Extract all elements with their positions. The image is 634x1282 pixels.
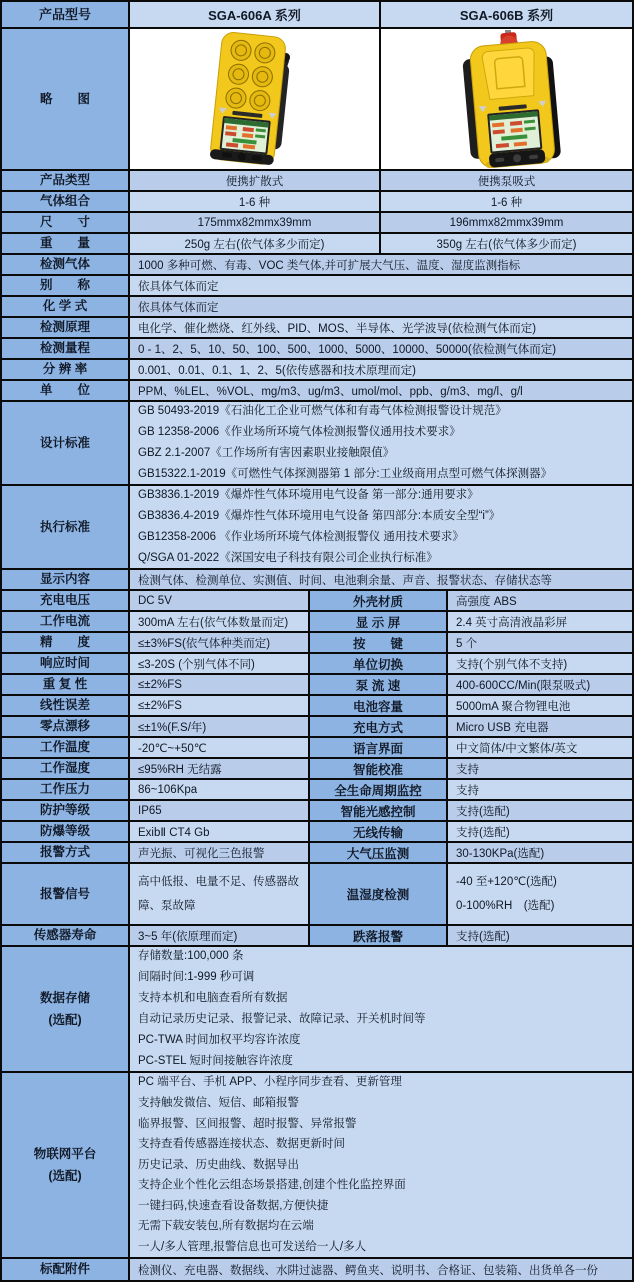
- spec-value: [448, 864, 632, 924]
- temp-humidity-range-line: -40 至+120℃(选配): [456, 876, 557, 888]
- row-standard-accessories: [2, 1259, 632, 1280]
- device-b-illustration: [412, 30, 602, 168]
- feature-line: 支持企业个性化云组态场景搭建,创建个性化监控界面: [138, 1179, 406, 1192]
- spec-label: 精 度: [2, 633, 130, 652]
- row-repeatability: [2, 675, 632, 696]
- iot-feature-list: [130, 1073, 632, 1257]
- spec-value: 检测气体、检测单位、实测值、时间、电池剩余量、声音、报警状态、存储状态等: [130, 570, 632, 589]
- spec-label: [2, 1073, 130, 1257]
- spec-label: 防爆等级: [2, 822, 130, 841]
- row-explosion-proof-rating: [2, 822, 632, 843]
- row-alarm-mode: [2, 843, 632, 864]
- standard-line: Q/SGA 01-2022《深国安电子科技有限公司企业执行标准》: [138, 552, 438, 564]
- spec-value: ExibⅡ CT4 Gb: [130, 822, 310, 841]
- spec-label: 无线传输: [310, 822, 448, 841]
- execution-standards-list: [130, 486, 632, 568]
- row-working-current: [2, 612, 632, 633]
- spec-label: 防护等级: [2, 801, 130, 820]
- standard-line: GB 12358-2006《作业场所环境气体检测报警仪通用技术要求》: [138, 426, 461, 438]
- row-sketch: [2, 29, 632, 171]
- feature-line: 一键扫码,快速查看设备数据,方便快捷: [138, 1199, 329, 1212]
- spec-label: 尺 寸: [2, 213, 130, 232]
- spec-label: 单位切换: [310, 654, 448, 673]
- feature-line: 间隔时间:1-999 秒可调: [138, 971, 255, 983]
- spec-value: 300mA 左右(依气体数量而定): [130, 612, 310, 631]
- spec-label: 工作电流: [2, 612, 130, 631]
- row-weight: [2, 234, 632, 255]
- spec-value: 依具体气体而定: [130, 276, 632, 295]
- design-standards-list: [130, 402, 632, 484]
- row-iot-platform: [2, 1073, 632, 1259]
- alarm-signal-text: 高中低报、电量不足、传感器故障、泵故障: [138, 876, 299, 912]
- spec-label: 化 学 式: [2, 297, 130, 316]
- spec-label: 执行标准: [2, 486, 130, 568]
- spec-label: 检测原理: [2, 318, 130, 337]
- device-a-illustration: [142, 31, 367, 167]
- feature-line: 一人/多人管理,报警信息也可发送给一人/多人: [138, 1241, 367, 1254]
- spec-value: ≤±3%FS(依气体种类而定): [130, 633, 310, 652]
- spec-label: 充电方式: [310, 717, 448, 736]
- row-dimensions: [2, 213, 632, 234]
- spec-label: 线性误差: [2, 696, 130, 715]
- row-data-storage: [2, 947, 632, 1073]
- spec-value: 5000mA 聚合物锂电池: [448, 696, 632, 715]
- standard-line: GB3836.4-2019《爆炸性气体环境用电气设备 第四部分:本质安全型“i”》: [138, 510, 501, 522]
- row-gas-combination: [2, 192, 632, 213]
- spec-label: 重 复 性: [2, 675, 130, 694]
- spec-label: 智能光感控制: [310, 801, 448, 820]
- row-working-temperature: [2, 738, 632, 759]
- spec-value: 支持(选配): [448, 822, 632, 841]
- spec-value: 400-600CC/Min(限泵吸式): [448, 675, 632, 694]
- spec-value-b: 1-6 种: [381, 192, 632, 211]
- spec-label: 检测气体: [2, 255, 130, 274]
- spec-label: 响应时间: [2, 654, 130, 673]
- iot-label-line: (选配): [48, 1169, 82, 1183]
- spec-value-a: 250g 左右(依气体多少而定): [130, 234, 381, 253]
- spec-value-b: 196mmx82mmx39mm: [381, 213, 632, 232]
- spec-value: DC 5V: [130, 591, 310, 610]
- header-series-a: SGA-606A 系列: [130, 2, 381, 27]
- feature-line: 支持查看传感器连接状态、数据更新时间: [138, 1138, 345, 1151]
- spec-label: 检测量程: [2, 339, 130, 358]
- spec-label: 电池容量: [310, 696, 448, 715]
- row-alarm-signal: [2, 864, 632, 926]
- iot-label-line: 物联网平台: [33, 1147, 97, 1161]
- row-working-pressure: [2, 780, 632, 801]
- spec-value: 电化学、催化燃烧、红外线、PID、MOS、半导体、光学波导(依检测气体而定): [130, 318, 632, 337]
- spec-label: 工作湿度: [2, 759, 130, 778]
- row-response-time: [2, 654, 632, 675]
- spec-label: 显示内容: [2, 570, 130, 589]
- feature-line: PC 端平台、手机 APP、小程序同步查看、更新管理: [138, 1076, 402, 1089]
- feature-line: 历史记录、历史曲线、数据导出: [138, 1158, 299, 1171]
- spec-value: ≤95%RH 无结露: [130, 759, 310, 778]
- spec-value: ≤3-20S (个别气体不同): [130, 654, 310, 673]
- spec-value: 3~5 年(依原理而定): [130, 926, 310, 945]
- spec-value: 支持(选配): [448, 926, 632, 945]
- spec-value: 中文简体/中文繁体/英文: [448, 738, 632, 757]
- standard-line: GBZ 2.1-2007《工作场所有害因素职业接触限值》: [138, 447, 395, 459]
- feature-line: PC-STEL 短时间接触容许浓度: [138, 1055, 293, 1067]
- feature-line: 支持本机和电脑查看所有数据: [138, 992, 288, 1004]
- standard-line: GB3836.1-2019《爆炸性气体环境用电气设备 第一部分:通用要求》: [138, 489, 479, 501]
- spec-value: 0 - 1、2、5、10、50、100、500、1000、5000、10000、50000(依检测气体而定): [130, 339, 632, 358]
- spec-value: 高强度 ABS: [448, 591, 632, 610]
- spec-value: IP65: [130, 801, 310, 820]
- spec-value: 声光振、可视化三色报警: [130, 843, 310, 862]
- spec-value-a: 175mmx82mmx39mm: [130, 213, 381, 232]
- spec-label: 标配附件: [2, 1259, 130, 1280]
- row-detect-gas: [2, 255, 632, 276]
- spec-value-a: 1-6 种: [130, 192, 381, 211]
- row-charging-voltage: [2, 591, 632, 612]
- feature-line: 临界报警、区间报警、超时报警、异常报警: [138, 1117, 357, 1130]
- row-linearity-error: [2, 696, 632, 717]
- product-image-sga-606a: [130, 29, 381, 169]
- spec-value: 0.001、0.01、0.1、1、2、5(依传感器和技术原理而定): [130, 360, 632, 379]
- feature-line: PC-TWA 时间加权平均容许浓度: [138, 1034, 301, 1046]
- spec-label: 别 称: [2, 276, 130, 295]
- spec-value: ≤±2%FS: [130, 675, 310, 694]
- header-product-model-label: 产品型号: [2, 2, 130, 27]
- spec-label: 外壳材质: [310, 591, 448, 610]
- row-detection-principle: [2, 318, 632, 339]
- row-product-type: [2, 171, 632, 192]
- row-detection-range: [2, 339, 632, 360]
- feature-line: 存储数量:100,000 条: [138, 950, 244, 962]
- spec-value: 支持: [448, 759, 632, 778]
- spec-label: 单 位: [2, 381, 130, 400]
- sketch-label: 略 图: [2, 29, 130, 169]
- data-storage-label-line: (选配): [48, 1013, 82, 1027]
- row-design-standards: [2, 402, 632, 486]
- spec-value-a: 便携扩散式: [130, 171, 381, 190]
- row-working-humidity: [2, 759, 632, 780]
- row-execution-standards: [2, 486, 632, 570]
- spec-value: 支持: [448, 780, 632, 799]
- spec-value: 30-130KPa(选配): [448, 843, 632, 862]
- spec-label: 传感器寿命: [2, 926, 130, 945]
- spec-value: ≤±2%FS: [130, 696, 310, 715]
- temp-humidity-range-line: 0-100%RH (选配): [456, 900, 555, 912]
- spec-label: 泵 流 速: [310, 675, 448, 694]
- spec-value: 5 个: [448, 633, 632, 652]
- spec-label: 工作压力: [2, 780, 130, 799]
- spec-value-b: 350g 左右(依气体多少而定): [381, 234, 632, 253]
- spec-label: 显 示 屏: [310, 612, 448, 631]
- spec-value-b: 便携泵吸式: [381, 171, 632, 190]
- spec-label: 温湿度检测: [310, 864, 448, 924]
- standard-line: GB 50493-2019《石油化工企业可燃气体和有毒气体检测报警设计规范》: [138, 405, 507, 417]
- spec-label: 工作温度: [2, 738, 130, 757]
- row-sensor-life: [2, 926, 632, 947]
- spec-label: 智能校准: [310, 759, 448, 778]
- header-series-b: SGA-606B 系列: [381, 2, 632, 27]
- spec-value: 86~106Kpa: [130, 780, 310, 799]
- row-resolution: [2, 360, 632, 381]
- spec-label: 充电电压: [2, 591, 130, 610]
- feature-line: 支持触发微信、短信、邮箱报警: [138, 1096, 299, 1109]
- spec-value: Micro USB 充电器: [448, 717, 632, 736]
- spec-label: 气体组合: [2, 192, 130, 211]
- standard-line: GB12358-2006 《作业场所环境气体检测报警仪 通用技术要求》: [138, 531, 464, 543]
- spec-label: 跌落报警: [310, 926, 448, 945]
- row-units: [2, 381, 632, 402]
- spec-label: 重 量: [2, 234, 130, 253]
- feature-line: 无需下载安装包,所有数据均在云端: [138, 1220, 314, 1233]
- spec-value: ≤±1%(F.S/年): [130, 717, 310, 736]
- row-chemical-formula: [2, 297, 632, 318]
- spec-value: 1000 多种可燃、有毒、VOC 类气体,并可扩展大气压、温度、湿度监测指标: [130, 255, 632, 274]
- spec-label: 分 辨 率: [2, 360, 130, 379]
- spec-label: 报警方式: [2, 843, 130, 862]
- row-accuracy: [2, 633, 632, 654]
- row-zero-drift: [2, 717, 632, 738]
- spec-label: 全生命周期监控: [310, 780, 448, 799]
- spec-value: -20℃~+50℃: [130, 738, 310, 757]
- table-header-row: [2, 2, 632, 29]
- spec-label: 设计标准: [2, 402, 130, 484]
- spec-value: PPM、%LEL、%VOL、mg/m3、ug/m3、umol/mol、ppb、g/m3、mg/l、g/l: [130, 381, 632, 400]
- data-storage-feature-list: [130, 947, 632, 1071]
- spec-label: 语言界面: [310, 738, 448, 757]
- spec-value: 支持(选配): [448, 801, 632, 820]
- row-display-content: [2, 570, 632, 591]
- spec-value: 依具体气体而定: [130, 297, 632, 316]
- spec-label: 报警信号: [2, 864, 130, 924]
- row-alias: [2, 276, 632, 297]
- spec-value: 支持(个别气体不支持): [448, 654, 632, 673]
- spec-label: 按 键: [310, 633, 448, 652]
- spec-label: 大气压监测: [310, 843, 448, 862]
- feature-line: 自动记录历史记录、报警记录、故障记录、开关机时间等: [138, 1013, 426, 1025]
- spec-value: 2.4 英寸高清液晶彩屏: [448, 612, 632, 631]
- data-storage-label-line: 数据存储: [39, 991, 90, 1005]
- standard-line: GB15322.1-2019《可燃性气体探测器第 1 部分:工业级商用点型可燃气体探测器》: [138, 468, 553, 480]
- spec-label: 产品类型: [2, 171, 130, 190]
- row-protection-rating: [2, 801, 632, 822]
- product-image-sga-606b: [381, 29, 632, 169]
- spec-value: 检测仪、充电器、数据线、水阱过滤器、鳄鱼夹、说明书、合格证、包装箱、出货单各一份: [130, 1259, 632, 1280]
- spec-label: 零点漂移: [2, 717, 130, 736]
- spec-label: [2, 947, 130, 1071]
- spec-value: [130, 864, 310, 924]
